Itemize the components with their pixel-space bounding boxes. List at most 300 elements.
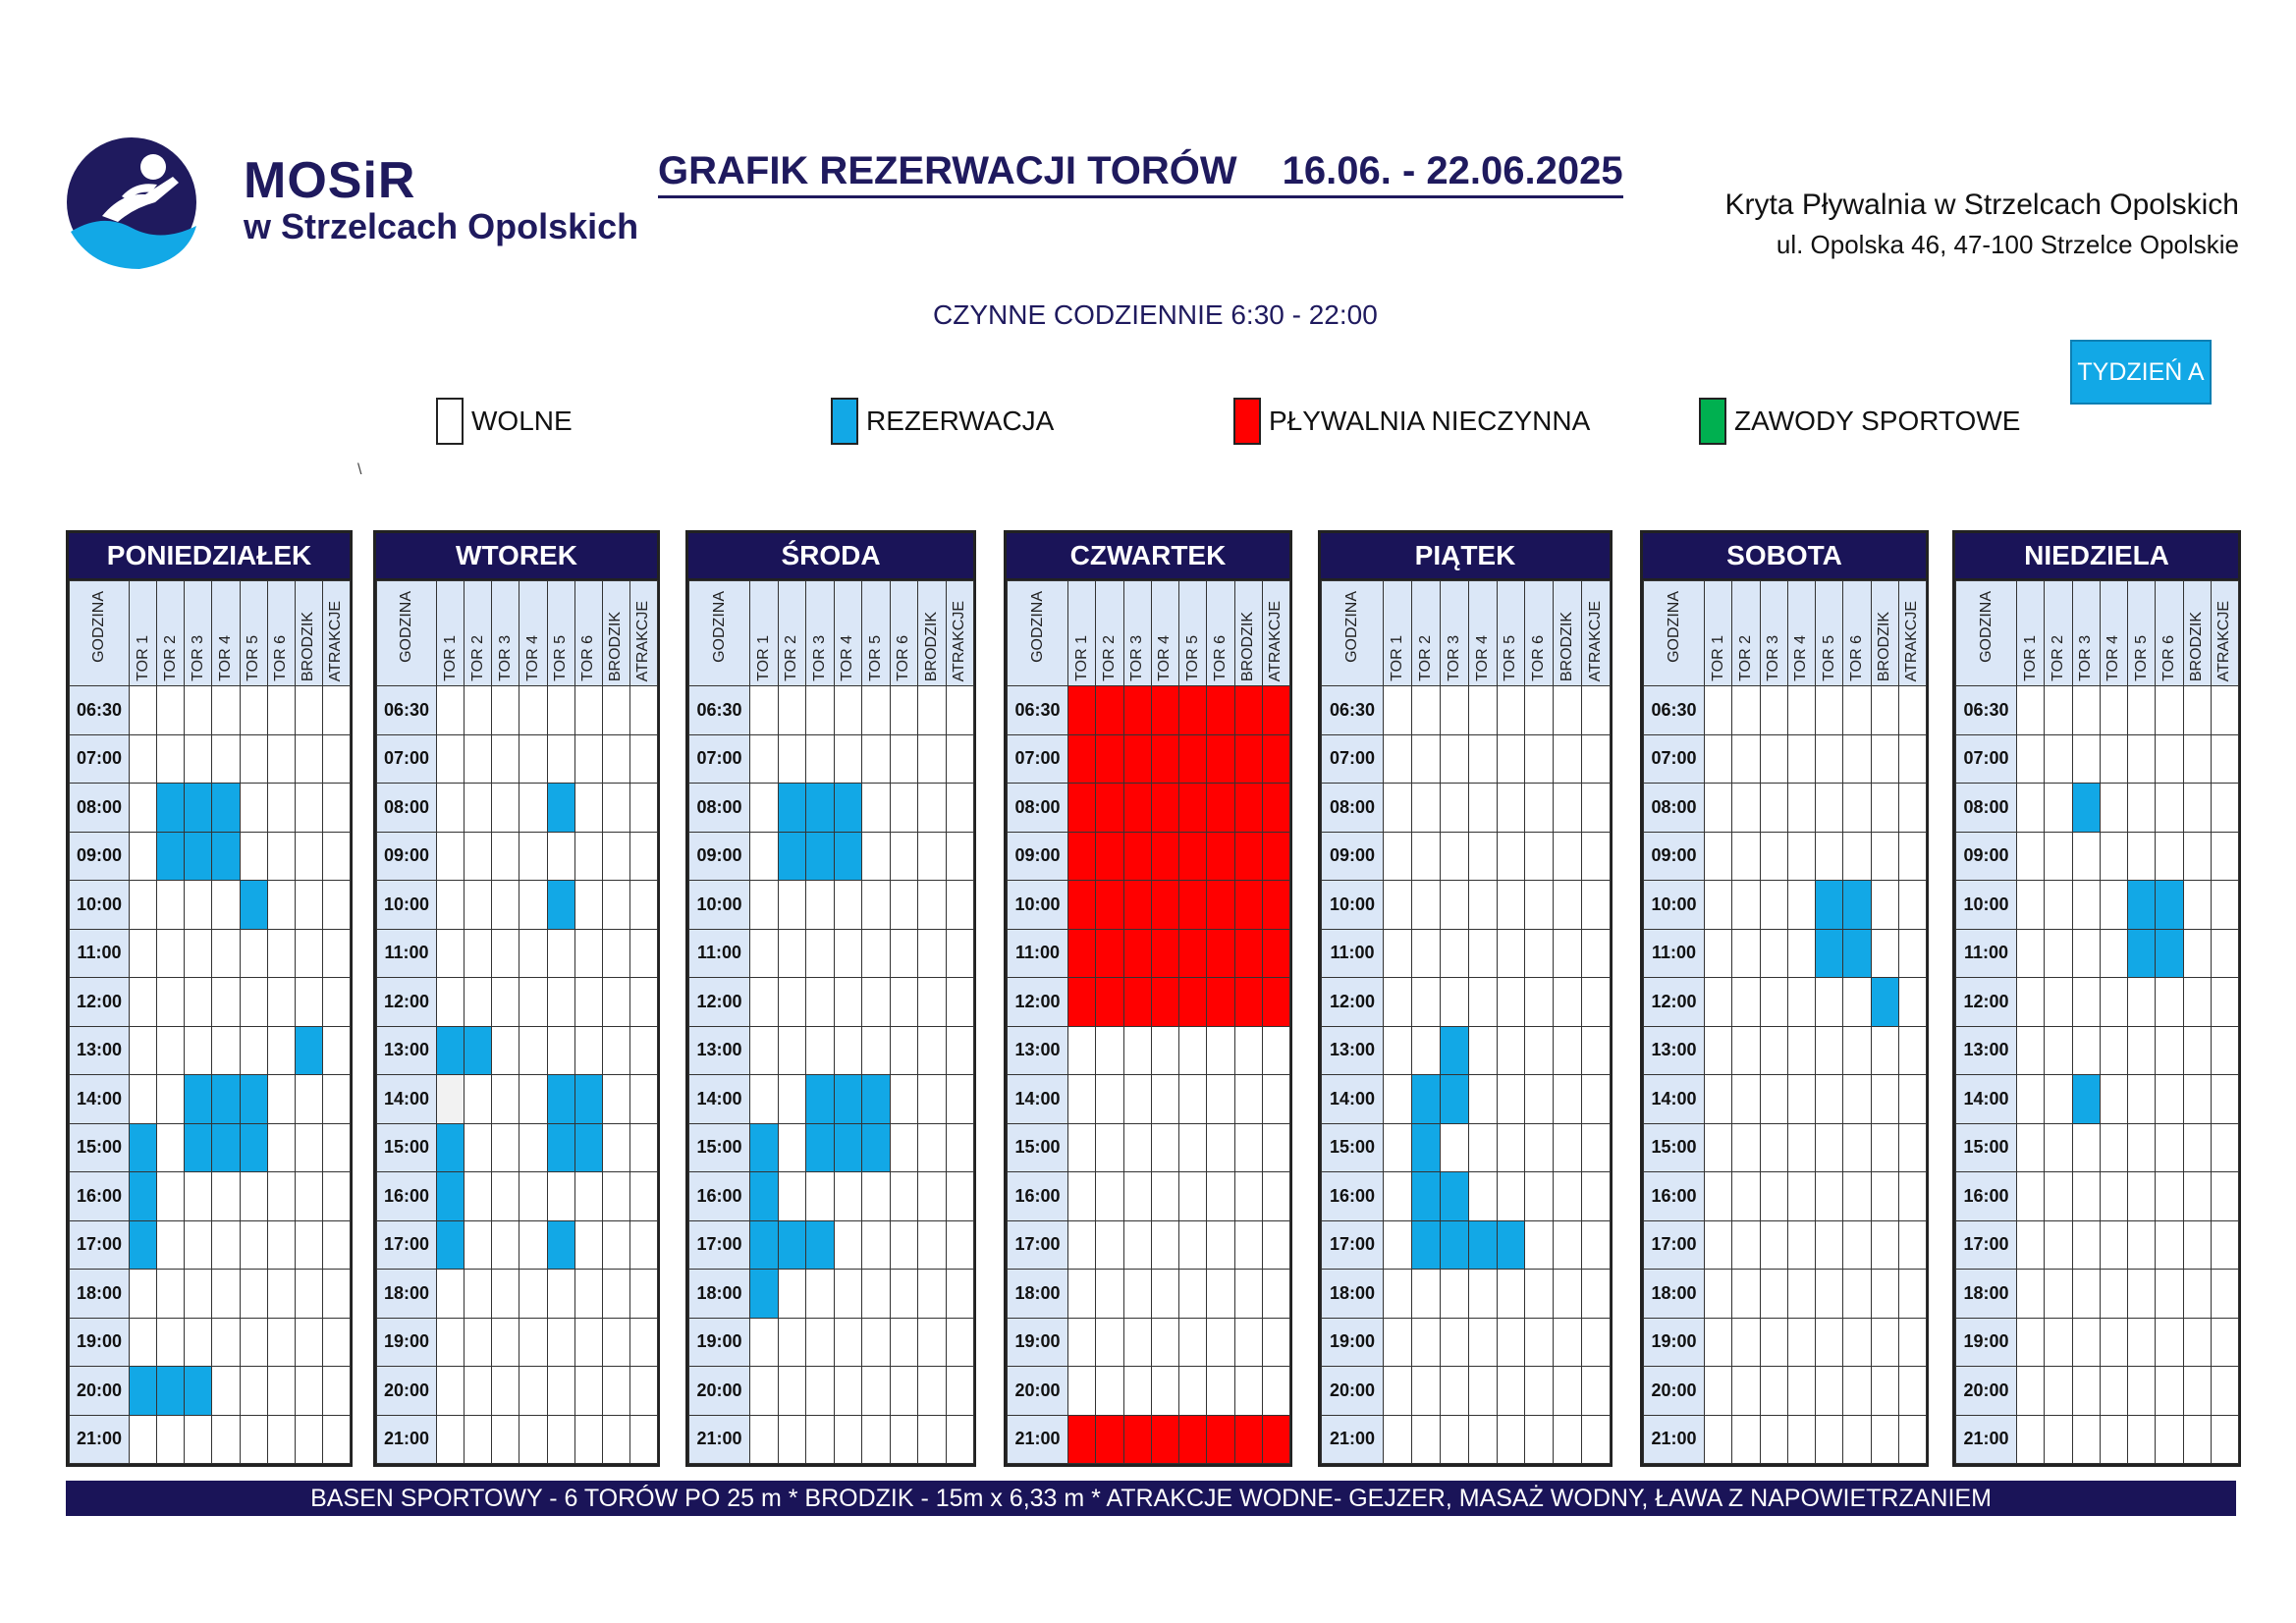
- free-slot[interactable]: [185, 1220, 212, 1270]
- free-slot[interactable]: [2017, 1415, 2045, 1464]
- free-slot[interactable]: [1123, 1270, 1151, 1319]
- free-slot[interactable]: [130, 1270, 157, 1319]
- free-slot[interactable]: [1787, 1367, 1815, 1416]
- free-slot[interactable]: [1871, 881, 1898, 930]
- free-slot[interactable]: [1411, 1270, 1440, 1319]
- free-slot[interactable]: [806, 1415, 835, 1464]
- closed-slot[interactable]: [1151, 686, 1178, 735]
- free-slot[interactable]: [1582, 1123, 1611, 1172]
- free-slot[interactable]: [295, 1415, 322, 1464]
- free-slot[interactable]: [918, 929, 947, 978]
- free-slot[interactable]: [492, 1172, 519, 1221]
- free-slot[interactable]: [1468, 978, 1497, 1027]
- free-slot[interactable]: [1179, 1220, 1207, 1270]
- free-slot[interactable]: [295, 1318, 322, 1367]
- free-slot[interactable]: [322, 734, 350, 784]
- free-slot[interactable]: [185, 686, 212, 735]
- free-slot[interactable]: [1787, 978, 1815, 1027]
- closed-slot[interactable]: [1262, 881, 1289, 930]
- free-slot[interactable]: [1843, 832, 1871, 881]
- free-slot[interactable]: [602, 929, 629, 978]
- free-slot[interactable]: [267, 1075, 295, 1124]
- free-slot[interactable]: [492, 1220, 519, 1270]
- free-slot[interactable]: [1554, 1172, 1582, 1221]
- closed-slot[interactable]: [1151, 784, 1178, 833]
- free-slot[interactable]: [547, 1270, 574, 1319]
- free-slot[interactable]: [1787, 734, 1815, 784]
- free-slot[interactable]: [574, 1270, 602, 1319]
- free-slot[interactable]: [1525, 1415, 1554, 1464]
- closed-slot[interactable]: [1123, 734, 1151, 784]
- free-slot[interactable]: [1760, 832, 1787, 881]
- free-slot[interactable]: [240, 832, 267, 881]
- reserved-slot[interactable]: [437, 1123, 465, 1172]
- free-slot[interactable]: [1068, 1026, 1096, 1075]
- free-slot[interactable]: [1179, 1367, 1207, 1416]
- free-slot[interactable]: [806, 734, 835, 784]
- free-slot[interactable]: [1582, 929, 1611, 978]
- free-slot[interactable]: [1468, 1415, 1497, 1464]
- free-slot[interactable]: [2017, 1123, 2045, 1172]
- free-slot[interactable]: [1760, 1172, 1787, 1221]
- reserved-slot[interactable]: [806, 1220, 835, 1270]
- free-slot[interactable]: [267, 1270, 295, 1319]
- reserved-slot[interactable]: [2156, 929, 2183, 978]
- reserved-slot[interactable]: [437, 1220, 465, 1270]
- free-slot[interactable]: [1843, 1075, 1871, 1124]
- free-slot[interactable]: [2072, 1318, 2100, 1367]
- free-slot[interactable]: [2211, 929, 2238, 978]
- reserved-slot[interactable]: [806, 1075, 835, 1124]
- free-slot[interactable]: [1582, 1075, 1611, 1124]
- free-slot[interactable]: [750, 1075, 779, 1124]
- closed-slot[interactable]: [1207, 978, 1234, 1027]
- free-slot[interactable]: [834, 1318, 862, 1367]
- free-slot[interactable]: [267, 1367, 295, 1416]
- free-slot[interactable]: [778, 1123, 806, 1172]
- free-slot[interactable]: [1582, 1415, 1611, 1464]
- free-slot[interactable]: [2100, 734, 2127, 784]
- free-slot[interactable]: [185, 1318, 212, 1367]
- free-slot[interactable]: [946, 1123, 974, 1172]
- free-slot[interactable]: [2100, 1123, 2127, 1172]
- free-slot[interactable]: [437, 1318, 465, 1367]
- free-slot[interactable]: [1234, 1026, 1262, 1075]
- free-slot[interactable]: [834, 881, 862, 930]
- free-slot[interactable]: [629, 784, 657, 833]
- reserved-slot[interactable]: [1843, 881, 1871, 930]
- free-slot[interactable]: [750, 784, 779, 833]
- reserved-slot[interactable]: [834, 1123, 862, 1172]
- free-slot[interactable]: [465, 881, 492, 930]
- free-slot[interactable]: [2128, 1367, 2156, 1416]
- free-slot[interactable]: [1068, 1270, 1096, 1319]
- free-slot[interactable]: [1705, 1270, 1732, 1319]
- free-slot[interactable]: [1871, 1026, 1898, 1075]
- free-slot[interactable]: [1525, 881, 1554, 930]
- reserved-slot[interactable]: [2072, 784, 2100, 833]
- free-slot[interactable]: [2211, 1367, 2238, 1416]
- reserved-slot[interactable]: [1440, 1172, 1468, 1221]
- free-slot[interactable]: [1525, 1318, 1554, 1367]
- reserved-slot[interactable]: [806, 832, 835, 881]
- free-slot[interactable]: [1525, 832, 1554, 881]
- free-slot[interactable]: [1068, 1367, 1096, 1416]
- closed-slot[interactable]: [1151, 734, 1178, 784]
- closed-slot[interactable]: [1262, 929, 1289, 978]
- free-slot[interactable]: [574, 686, 602, 735]
- free-slot[interactable]: [629, 832, 657, 881]
- free-slot[interactable]: [890, 929, 918, 978]
- free-slot[interactable]: [1554, 784, 1582, 833]
- free-slot[interactable]: [1207, 1318, 1234, 1367]
- free-slot[interactable]: [2072, 1367, 2100, 1416]
- free-slot[interactable]: [1843, 784, 1871, 833]
- free-slot[interactable]: [750, 978, 779, 1027]
- free-slot[interactable]: [1760, 978, 1787, 1027]
- free-slot[interactable]: [1497, 929, 1525, 978]
- free-slot[interactable]: [1760, 686, 1787, 735]
- free-slot[interactable]: [2045, 1075, 2072, 1124]
- free-slot[interactable]: [1151, 1026, 1178, 1075]
- free-slot[interactable]: [465, 734, 492, 784]
- free-slot[interactable]: [890, 978, 918, 1027]
- free-slot[interactable]: [240, 978, 267, 1027]
- free-slot[interactable]: [2183, 1415, 2211, 1464]
- free-slot[interactable]: [1468, 1123, 1497, 1172]
- reserved-slot[interactable]: [212, 784, 240, 833]
- free-slot[interactable]: [1582, 686, 1611, 735]
- free-slot[interactable]: [1816, 784, 1843, 833]
- free-slot[interactable]: [465, 978, 492, 1027]
- free-slot[interactable]: [212, 1172, 240, 1221]
- free-slot[interactable]: [2183, 784, 2211, 833]
- free-slot[interactable]: [295, 1075, 322, 1124]
- free-slot[interactable]: [1843, 1220, 1871, 1270]
- closed-slot[interactable]: [1068, 686, 1096, 735]
- free-slot[interactable]: [1554, 881, 1582, 930]
- free-slot[interactable]: [2045, 686, 2072, 735]
- free-slot[interactable]: [1151, 1123, 1178, 1172]
- free-slot[interactable]: [465, 1172, 492, 1221]
- free-slot[interactable]: [437, 929, 465, 978]
- free-slot[interactable]: [322, 929, 350, 978]
- free-slot[interactable]: [185, 1172, 212, 1221]
- free-slot[interactable]: [806, 881, 835, 930]
- closed-slot[interactable]: [1096, 881, 1123, 930]
- free-slot[interactable]: [2100, 1220, 2127, 1270]
- free-slot[interactable]: [602, 881, 629, 930]
- closed-slot[interactable]: [1234, 881, 1262, 930]
- free-slot[interactable]: [1871, 832, 1898, 881]
- free-slot[interactable]: [1705, 978, 1732, 1027]
- free-slot[interactable]: [1760, 1367, 1787, 1416]
- free-slot[interactable]: [295, 734, 322, 784]
- free-slot[interactable]: [946, 1367, 974, 1416]
- closed-slot[interactable]: [1234, 686, 1262, 735]
- free-slot[interactable]: [2072, 686, 2100, 735]
- free-slot[interactable]: [322, 784, 350, 833]
- free-slot[interactable]: [2017, 1318, 2045, 1367]
- free-slot[interactable]: [750, 1415, 779, 1464]
- free-slot[interactable]: [890, 1415, 918, 1464]
- free-slot[interactable]: [2100, 832, 2127, 881]
- free-slot[interactable]: [2100, 1367, 2127, 1416]
- free-slot[interactable]: [240, 1367, 267, 1416]
- free-slot[interactable]: [862, 978, 891, 1027]
- free-slot[interactable]: [2072, 1172, 2100, 1221]
- free-slot[interactable]: [602, 1123, 629, 1172]
- free-slot[interactable]: [1732, 978, 1760, 1027]
- free-slot[interactable]: [1207, 1075, 1234, 1124]
- free-slot[interactable]: [1411, 1026, 1440, 1075]
- free-slot[interactable]: [2156, 686, 2183, 735]
- free-slot[interactable]: [834, 929, 862, 978]
- free-slot[interactable]: [2072, 978, 2100, 1027]
- free-slot[interactable]: [1384, 881, 1412, 930]
- free-slot[interactable]: [2072, 832, 2100, 881]
- closed-slot[interactable]: [1179, 881, 1207, 930]
- free-slot[interactable]: [322, 1367, 350, 1416]
- free-slot[interactable]: [1384, 1415, 1412, 1464]
- free-slot[interactable]: [1705, 1415, 1732, 1464]
- free-slot[interactable]: [240, 929, 267, 978]
- reserved-slot[interactable]: [185, 1075, 212, 1124]
- free-slot[interactable]: [1234, 1318, 1262, 1367]
- free-slot[interactable]: [2183, 1318, 2211, 1367]
- free-slot[interactable]: [2156, 784, 2183, 833]
- free-slot[interactable]: [130, 881, 157, 930]
- free-slot[interactable]: [1760, 734, 1787, 784]
- reserved-slot[interactable]: [1411, 1172, 1440, 1221]
- free-slot[interactable]: [1871, 929, 1898, 978]
- free-slot[interactable]: [1151, 1367, 1178, 1416]
- free-slot[interactable]: [629, 1367, 657, 1416]
- closed-slot[interactable]: [1068, 1415, 1096, 1464]
- free-slot[interactable]: [1843, 1172, 1871, 1221]
- reserved-slot[interactable]: [778, 1220, 806, 1270]
- closed-slot[interactable]: [1207, 734, 1234, 784]
- closed-slot[interactable]: [1262, 1415, 1289, 1464]
- closed-slot[interactable]: [1068, 929, 1096, 978]
- reserved-slot[interactable]: [547, 881, 574, 930]
- free-slot[interactable]: [212, 1220, 240, 1270]
- free-slot[interactable]: [1787, 881, 1815, 930]
- free-slot[interactable]: [1871, 734, 1898, 784]
- closed-slot[interactable]: [1234, 784, 1262, 833]
- free-slot[interactable]: [212, 1415, 240, 1464]
- free-slot[interactable]: [629, 734, 657, 784]
- free-slot[interactable]: [322, 1270, 350, 1319]
- closed-slot[interactable]: [1096, 929, 1123, 978]
- free-slot[interactable]: [574, 784, 602, 833]
- reserved-slot[interactable]: [1411, 1220, 1440, 1270]
- free-slot[interactable]: [212, 1270, 240, 1319]
- free-slot[interactable]: [2100, 1026, 2127, 1075]
- free-slot[interactable]: [2183, 1367, 2211, 1416]
- free-slot[interactable]: [2211, 832, 2238, 881]
- reserved-slot[interactable]: [2156, 881, 2183, 930]
- free-slot[interactable]: [890, 1123, 918, 1172]
- closed-slot[interactable]: [1151, 978, 1178, 1027]
- free-slot[interactable]: [1525, 1026, 1554, 1075]
- free-slot[interactable]: [890, 686, 918, 735]
- reserved-slot[interactable]: [212, 832, 240, 881]
- free-slot[interactable]: [1816, 1123, 1843, 1172]
- free-slot[interactable]: [1582, 1270, 1611, 1319]
- free-slot[interactable]: [267, 881, 295, 930]
- free-slot[interactable]: [492, 1415, 519, 1464]
- free-slot[interactable]: [157, 1270, 185, 1319]
- free-slot[interactable]: [1123, 1026, 1151, 1075]
- free-slot[interactable]: [862, 1367, 891, 1416]
- free-slot[interactable]: [1411, 929, 1440, 978]
- free-slot[interactable]: [2072, 1123, 2100, 1172]
- free-slot[interactable]: [834, 1415, 862, 1464]
- reserved-slot[interactable]: [574, 1075, 602, 1124]
- reserved-slot[interactable]: [2128, 881, 2156, 930]
- free-slot[interactable]: [547, 929, 574, 978]
- free-slot[interactable]: [1898, 734, 1926, 784]
- closed-slot[interactable]: [1096, 832, 1123, 881]
- closed-slot[interactable]: [1151, 832, 1178, 881]
- free-slot[interactable]: [2017, 1172, 2045, 1221]
- free-slot[interactable]: [322, 1075, 350, 1124]
- closed-slot[interactable]: [1234, 832, 1262, 881]
- free-slot[interactable]: [1898, 784, 1926, 833]
- closed-slot[interactable]: [1123, 978, 1151, 1027]
- free-slot[interactable]: [1816, 832, 1843, 881]
- free-slot[interactable]: [437, 1075, 465, 1124]
- free-slot[interactable]: [1262, 1123, 1289, 1172]
- free-slot[interactable]: [1262, 1172, 1289, 1221]
- free-slot[interactable]: [629, 1270, 657, 1319]
- free-slot[interactable]: [1843, 1318, 1871, 1367]
- free-slot[interactable]: [2156, 1367, 2183, 1416]
- free-slot[interactable]: [1871, 1270, 1898, 1319]
- free-slot[interactable]: [437, 881, 465, 930]
- free-slot[interactable]: [322, 978, 350, 1027]
- free-slot[interactable]: [295, 1220, 322, 1270]
- free-slot[interactable]: [750, 1026, 779, 1075]
- free-slot[interactable]: [2100, 1318, 2127, 1367]
- free-slot[interactable]: [2017, 1075, 2045, 1124]
- free-slot[interactable]: [130, 686, 157, 735]
- free-slot[interactable]: [918, 881, 947, 930]
- free-slot[interactable]: [2045, 1318, 2072, 1367]
- free-slot[interactable]: [157, 1026, 185, 1075]
- free-slot[interactable]: [2156, 1172, 2183, 1221]
- free-slot[interactable]: [629, 686, 657, 735]
- closed-slot[interactable]: [1123, 1415, 1151, 1464]
- free-slot[interactable]: [157, 929, 185, 978]
- free-slot[interactable]: [1096, 1318, 1123, 1367]
- free-slot[interactable]: [918, 1367, 947, 1416]
- reserved-slot[interactable]: [295, 1026, 322, 1075]
- free-slot[interactable]: [1554, 1123, 1582, 1172]
- free-slot[interactable]: [2045, 1026, 2072, 1075]
- free-slot[interactable]: [1898, 929, 1926, 978]
- free-slot[interactable]: [1732, 686, 1760, 735]
- free-slot[interactable]: [1787, 784, 1815, 833]
- free-slot[interactable]: [1871, 1367, 1898, 1416]
- closed-slot[interactable]: [1096, 784, 1123, 833]
- free-slot[interactable]: [1525, 784, 1554, 833]
- free-slot[interactable]: [750, 929, 779, 978]
- free-slot[interactable]: [918, 1270, 947, 1319]
- closed-slot[interactable]: [1179, 978, 1207, 1027]
- free-slot[interactable]: [1898, 1367, 1926, 1416]
- reserved-slot[interactable]: [157, 784, 185, 833]
- free-slot[interactable]: [519, 686, 547, 735]
- reserved-slot[interactable]: [834, 784, 862, 833]
- free-slot[interactable]: [778, 929, 806, 978]
- free-slot[interactable]: [1440, 929, 1468, 978]
- free-slot[interactable]: [1871, 784, 1898, 833]
- free-slot[interactable]: [602, 978, 629, 1027]
- free-slot[interactable]: [465, 1270, 492, 1319]
- free-slot[interactable]: [1440, 1270, 1468, 1319]
- free-slot[interactable]: [1096, 1270, 1123, 1319]
- free-slot[interactable]: [946, 1270, 974, 1319]
- free-slot[interactable]: [519, 784, 547, 833]
- free-slot[interactable]: [1497, 784, 1525, 833]
- reserved-slot[interactable]: [2128, 929, 2156, 978]
- free-slot[interactable]: [1760, 784, 1787, 833]
- free-slot[interactable]: [1468, 1026, 1497, 1075]
- free-slot[interactable]: [1705, 929, 1732, 978]
- free-slot[interactable]: [1096, 1172, 1123, 1221]
- reserved-slot[interactable]: [437, 1026, 465, 1075]
- free-slot[interactable]: [519, 1270, 547, 1319]
- closed-slot[interactable]: [1207, 686, 1234, 735]
- reserved-slot[interactable]: [1497, 1220, 1525, 1270]
- free-slot[interactable]: [2128, 1026, 2156, 1075]
- reserved-slot[interactable]: [157, 832, 185, 881]
- free-slot[interactable]: [492, 734, 519, 784]
- free-slot[interactable]: [1760, 1026, 1787, 1075]
- free-slot[interactable]: [946, 1415, 974, 1464]
- free-slot[interactable]: [2183, 881, 2211, 930]
- free-slot[interactable]: [1384, 734, 1412, 784]
- free-slot[interactable]: [602, 1415, 629, 1464]
- free-slot[interactable]: [778, 978, 806, 1027]
- free-slot[interactable]: [2045, 1220, 2072, 1270]
- free-slot[interactable]: [157, 881, 185, 930]
- free-slot[interactable]: [946, 929, 974, 978]
- free-slot[interactable]: [1871, 1075, 1898, 1124]
- closed-slot[interactable]: [1207, 832, 1234, 881]
- free-slot[interactable]: [2045, 929, 2072, 978]
- free-slot[interactable]: [185, 1026, 212, 1075]
- reserved-slot[interactable]: [1816, 881, 1843, 930]
- free-slot[interactable]: [1440, 1318, 1468, 1367]
- reserved-slot[interactable]: [130, 1172, 157, 1221]
- closed-slot[interactable]: [1179, 686, 1207, 735]
- free-slot[interactable]: [1440, 1123, 1468, 1172]
- free-slot[interactable]: [2128, 734, 2156, 784]
- free-slot[interactable]: [547, 734, 574, 784]
- free-slot[interactable]: [267, 1026, 295, 1075]
- free-slot[interactable]: [2183, 1026, 2211, 1075]
- free-slot[interactable]: [629, 1026, 657, 1075]
- free-slot[interactable]: [492, 1026, 519, 1075]
- closed-slot[interactable]: [1123, 784, 1151, 833]
- free-slot[interactable]: [1760, 1123, 1787, 1172]
- free-slot[interactable]: [492, 784, 519, 833]
- free-slot[interactable]: [1123, 1220, 1151, 1270]
- free-slot[interactable]: [1262, 1270, 1289, 1319]
